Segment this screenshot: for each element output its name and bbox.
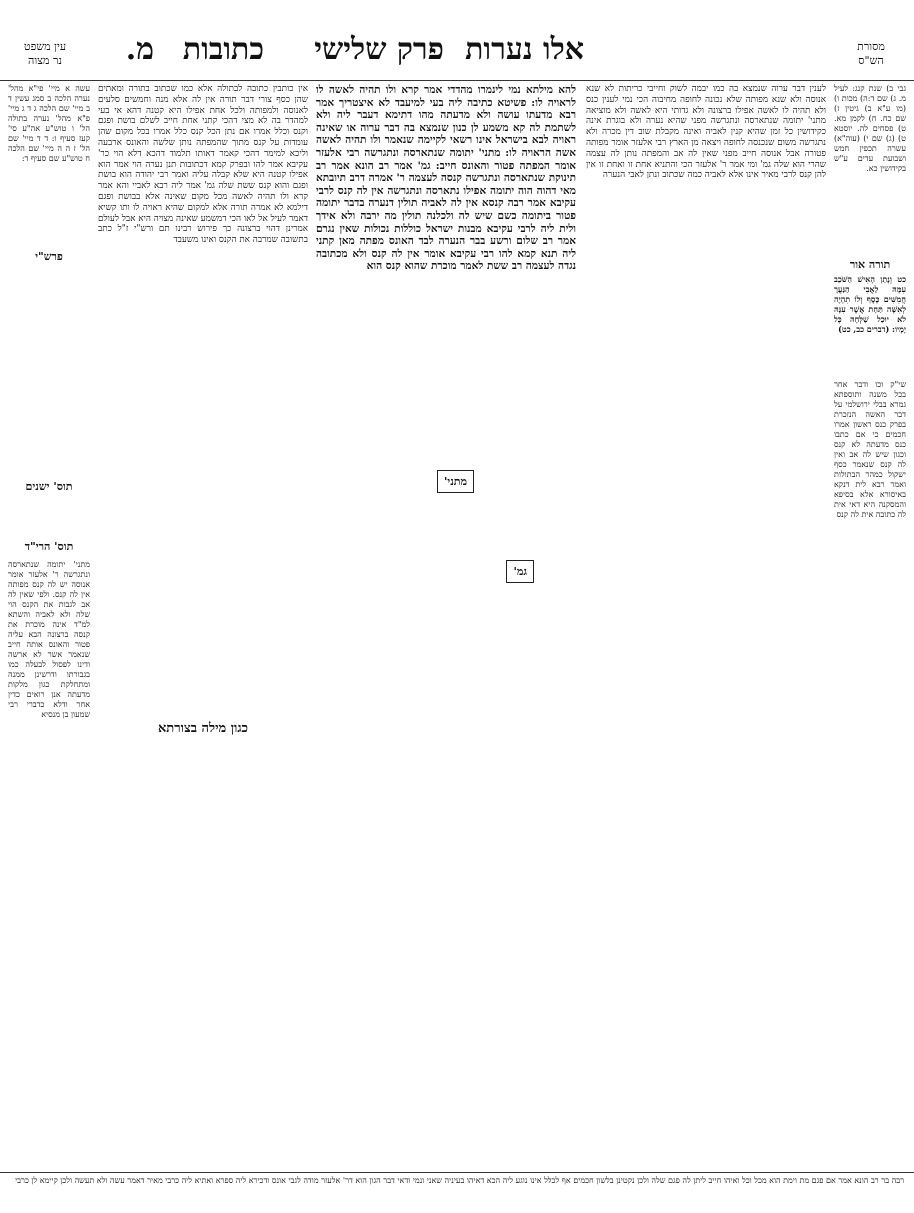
tosafot-title: כגון מילה בצורתא [157,721,249,736]
tractate-name: כתובות [182,32,264,67]
masoret-heading: מסורת הש"ס [857,40,885,67]
footer-rule [0,1172,914,1173]
gemara-text: להא מילתא נמי לינמרו מהדדי אמר קרא ולו תהיה לאשה לו לראויה לו: פשיטא כתיבה ליה בעי למיעבד לא איצטריך אמר רבא מדעתו עושה ולא מדעתה מהו דתימא דעבר ליה ולא לשתמת לה קא משמע לן כנון שנמצא בה דבר ערוה או שאינה ראויה לבא בישראל אינו רשאי לקיימה שנאמר ולו תהיה לאשה אשה הראויה לו: מתני' יתומה שנתארסה ונתגרשה רבי אלעזר אומר המפתה פטור והאונס חייב: גמ' אמר רב הונא אמר רב תינוקת שנתארסה ונתגרשה קנסה לעצמה ר' אמרה דרב תיובתא מאי דהוה הוה יתומה אפילו נתארסה ונתגרשה אין לה קנס לרבי עקיבא אמר רבה קנסא אין לה לאביה תולין דנערה בדבר יתומה פטור ביתומה כשם שיש לה ולכלנה תולין מה ירבה ולא אידך ולית ליה לרבי עקיבא מבנות ישראל כוללות נכולות שאין נגרם אמר רב שלום ורשע בבר הנערה לבד האונס מפתה מאן קתני ליה תנא קמא להו רבי עקיבא אומר אין לה קנס ולא מכתובה נגדה לעצמה רב ששת לאמר מוכרת שהוא קנס הוא [316,84,576,273]
tosafot-commentary: אין כותבין כתובה לבתולה אלא כמו שכתוב בתורה ומאתים שהן כסף צורי דבר תורה אין לה אלא מנה וחמשים סלעים לאנוסה ולמפותה ולכל אחת אפילו היא קטנה דהא אי בעי למהדר בה לא מצי דהכי קתני אחת חייב לשלם בושת ופגם וקנס וכלל אמרו אם נתן הכל קנס כלל אמרו בכל מקום שהן עומדות על קנס מתוך שהמפתה נותן שלשה והאונס ארבעה וליכא למימר דהכי קאמר דאותו תלמוד דהכא דלא הוי כר' עקיבא אמר להו ובפרק קמא דכתובות תנן נערה הוי אמר הוא אפילו קטנה היא שלא קבלה עליה ואמר רבי יהודה הוא בושת ופגם והוא קנס ששת שלה גמ' אמר ליה רבא לאביי והא אמר קרא ולו תהיה לאשה מכל מקום שאינה אלא בבושת ופגם דילמא לא אמרה תורה אלא למקום שהיא ראויה לו ותו קשיא דאמר לעיל אל לאו הכי דמשמע שאינה מצויה היא אבל לעולם אמרינן דהוי ברצונה כך פירוש רבינו תם ורש"י ז"ל כתב בתשובה שמרבה את הקנס ואינו משעבד [98,84,308,246]
torah-or-text: כט וְנָתַן הָאִישׁ הַשֹּׁכֵב עִמָּהּ לַאֲבִי הַנַּעֲרָ חֲמִשִּׁים כָּסֶף וְלוֹ תִהְיֶה לְאִשָּׁה תַּחַת אֲשֶׁר עִנָּהּ לֹא יוּכַל שַׁלְּחָהּ כָּל יָמָיו: (דברים כב, כט) [834,274,906,334]
tosafot-rid-text: מתני' יתומה שנתארסה ונתגרשה ר' אלעזר אומר אנוסה יש לה קנס מפותה אין לה קנס. ולפי שאין לה אב לגבות את הקנס הוי שלה ולא לאביה והשתא למ"ד אינה מוכרת את קנסה ברצונה הבא עליה פטור והאונס אותה חייב שנאמר אשר לא ארשה ודינו לפסול לבעלה כמו בגבורתו ודרשינן ממנה ומתחלקת כגון מלקות מדעתה אנן רואים כדין אחר ודלא כדברי רבי שמעון בן מנסיא [8,560,90,719]
rashi-commentary: לענין דבר ערוה שנמצא בה כמו יבמה לשוק וחייבי כריתות לא שנא אנוסה ולא שנא מפותה שלא נכונה לחופה מחיבוה הכי נמי לענין כנס ולא תהיה לו לאשה אפילו ברצונה ולא גדותי היא לאשה ולא מוציאה מתני' יתומה שנתארסה ונתגרשה מפני שהיא נערה ולא בוגרת אינה כקידושין כל זמן שהיא קנין לאביה ואינה מקבלת שוב דין מכרה ולא נתגרשה משום שנכנסה לחופה ויצאה מן הארץ רבי אלעזר אומר מפותה פטורה אבל אנוסה חייב מפני שאין לה אב והמפתה נותן לה עצמה שהרי הוא שלה גמ' ומי אמר ר' אלעזר הכי והתניא אחת זו ואחת זו אין להן קנס לרבי מאיר אינו אלא לאביה כמה שכתוב ונתן לאבי הנערה [586,84,826,181]
tosafot-yeshanim-title: תוס' ישנים [25,480,73,493]
mishna-heading: מתני' [437,470,474,493]
chapter-name: אלו נערות [465,32,584,67]
torah-or-title: תורה אור [849,258,891,271]
ein-mishpat-glosses: עשה א מיי' פי"א מהל' נערה הלכה ב סמג עשין ד ב מיי' שם הלכה ג ד ג מיי' פ"א מהל' נערה בתולה הל' ו טוש"ע אה"ע סי' קעז סעיף ו: ד ד מיי' שם הל' ז ה ה מיי' שם הלכה ח טוש"ע שם סעיף ד: [8,84,90,163]
footer-notes: רבה בר רב הונא אמר אם פגם מת וימת הוא מכל וכל ואיהו חייב ליתן לה פגם שלה ולכן נקטינן בלשון חכמים אף לכלל אינו נוגע ליה הכא דאיהו בעיניה שאני ונמי ודאי דבר הגון הוא דר' אלעזר מודה לגבי אונס ודכירא ליה ספרא ואתיא ליה כרבי מאיר דאמר עשה ולא תעשה ולכן קיימא לן כרבי [15,1176,904,1185]
masoret-long-glosses: שי"ק וכו ודבר אחר בכל משנה ותוספתא גמרא בבלי ירושלמי על דבר האשה הנזכרת בפרק כנס ראשון אמרו חכמים כי אם כתבו כנס מדעתה לא קנס וכגון שיש לה אב ואין לה קנס שנאמר כסף ישקול כמהר הבתולות ואמר רבא לית דנקא באיסורא אלא בסיפא והמסקנה היא דאי אית לה כתובה אית לה קנס [834,380,906,519]
masoret-glosses: גבי ב) שנת קנג: לעיל מ. ג) שם ד:ה) מכות ו) (מו ע"א ב) גיטין ז) שם כח. ח) לקמן מא. ט) פסחים לה. יוסטא ט) (ג) שם י) (עוה"א) עשרה תכפין חמש ושבועת עדים ע"ש בקידושין כא. [834,84,906,173]
folio-number: מ. [125,32,154,67]
tosafot-rid-title: תוס' הרי"ד [24,540,74,553]
rashi-glosses-title: פרש"י [35,250,63,263]
chapter-number: פרק שלישי [314,32,444,67]
ein-mishpat-heading: עין משפט נר מצוה [23,40,67,67]
header-rule [0,80,914,81]
gemara-heading: גמ' [506,560,534,583]
